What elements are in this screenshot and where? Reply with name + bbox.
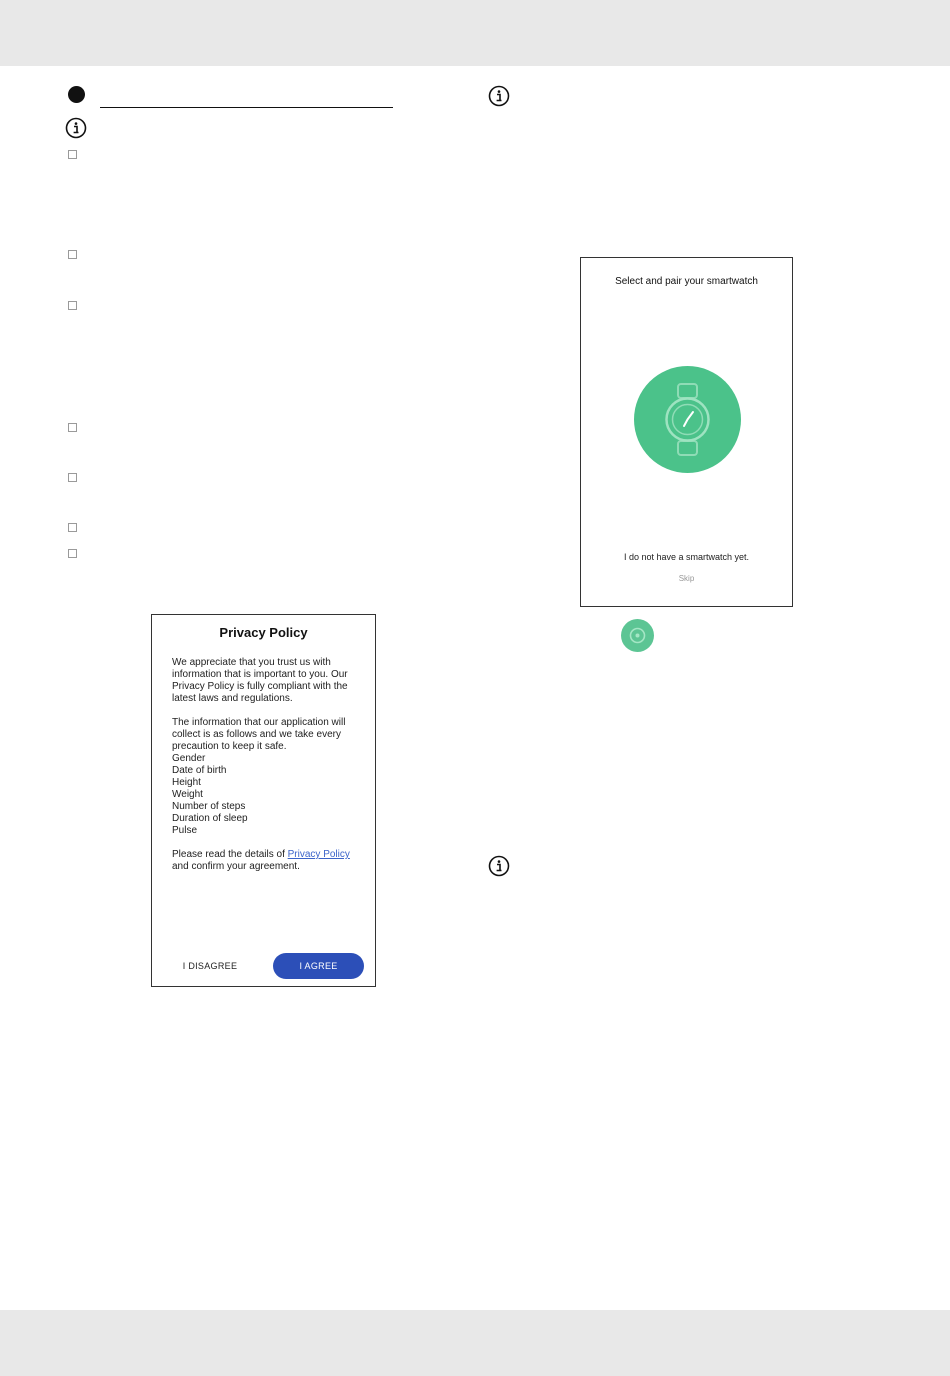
privacy-collect-text: The information that our application will collect is as follows and we take every precaution to keep it safe. — [172, 717, 346, 752]
bullet-marker — [68, 301, 77, 310]
privacy-policy-title: Privacy Policy — [219, 625, 308, 640]
bullet-marker — [68, 549, 77, 558]
section-heading-rule — [100, 107, 393, 108]
bullet-marker — [68, 150, 77, 159]
list-item: Duration of sleep — [172, 813, 248, 824]
no-smartwatch-note: I do not have a smartwatch yet. — [623, 552, 750, 562]
pair-smartwatch-screen — [580, 257, 793, 607]
list-item: Weight — [172, 789, 203, 800]
list-item: Number of steps — [172, 801, 246, 812]
disagree-button[interactable]: I DISAGREE — [182, 961, 238, 971]
list-item: Height — [172, 777, 201, 788]
privacy-policy-link[interactable]: Privacy Policy — [287, 849, 350, 860]
skip-link[interactable]: Skip — [678, 574, 695, 583]
watch-icon — [621, 619, 654, 652]
agree-button[interactable]: I AGREE — [273, 953, 364, 979]
privacy-policy-screen — [151, 614, 376, 987]
privacy-intro-text: We appreciate that you trust us with information that is important to you. Our Privacy Policy is fully compliant with the latest laws and regulations. — [172, 657, 348, 704]
info-icon — [488, 855, 510, 877]
list-item: Gender — [172, 753, 206, 764]
bullet-marker — [68, 423, 77, 432]
watch-icon[interactable] — [634, 366, 741, 473]
section-dot-marker — [68, 86, 85, 103]
info-icon — [488, 85, 510, 107]
privacy-policy-body — [172, 657, 362, 873]
pair-screen-title: Select and pair your smartwatch — [615, 276, 758, 287]
header-band — [0, 0, 950, 66]
read-suffix: and confirm your agreement. — [172, 861, 300, 872]
collected-info-list — [172, 753, 362, 837]
footer-band — [0, 1310, 950, 1376]
list-item: Date of birth — [172, 765, 227, 776]
list-item: Pulse — [172, 825, 198, 836]
bullet-marker — [68, 473, 77, 482]
read-prefix: Please read the details of — [172, 849, 288, 860]
info-icon — [65, 117, 87, 139]
bullet-marker — [68, 250, 77, 259]
bullet-marker — [68, 523, 77, 532]
privacy-read-text — [172, 849, 362, 873]
